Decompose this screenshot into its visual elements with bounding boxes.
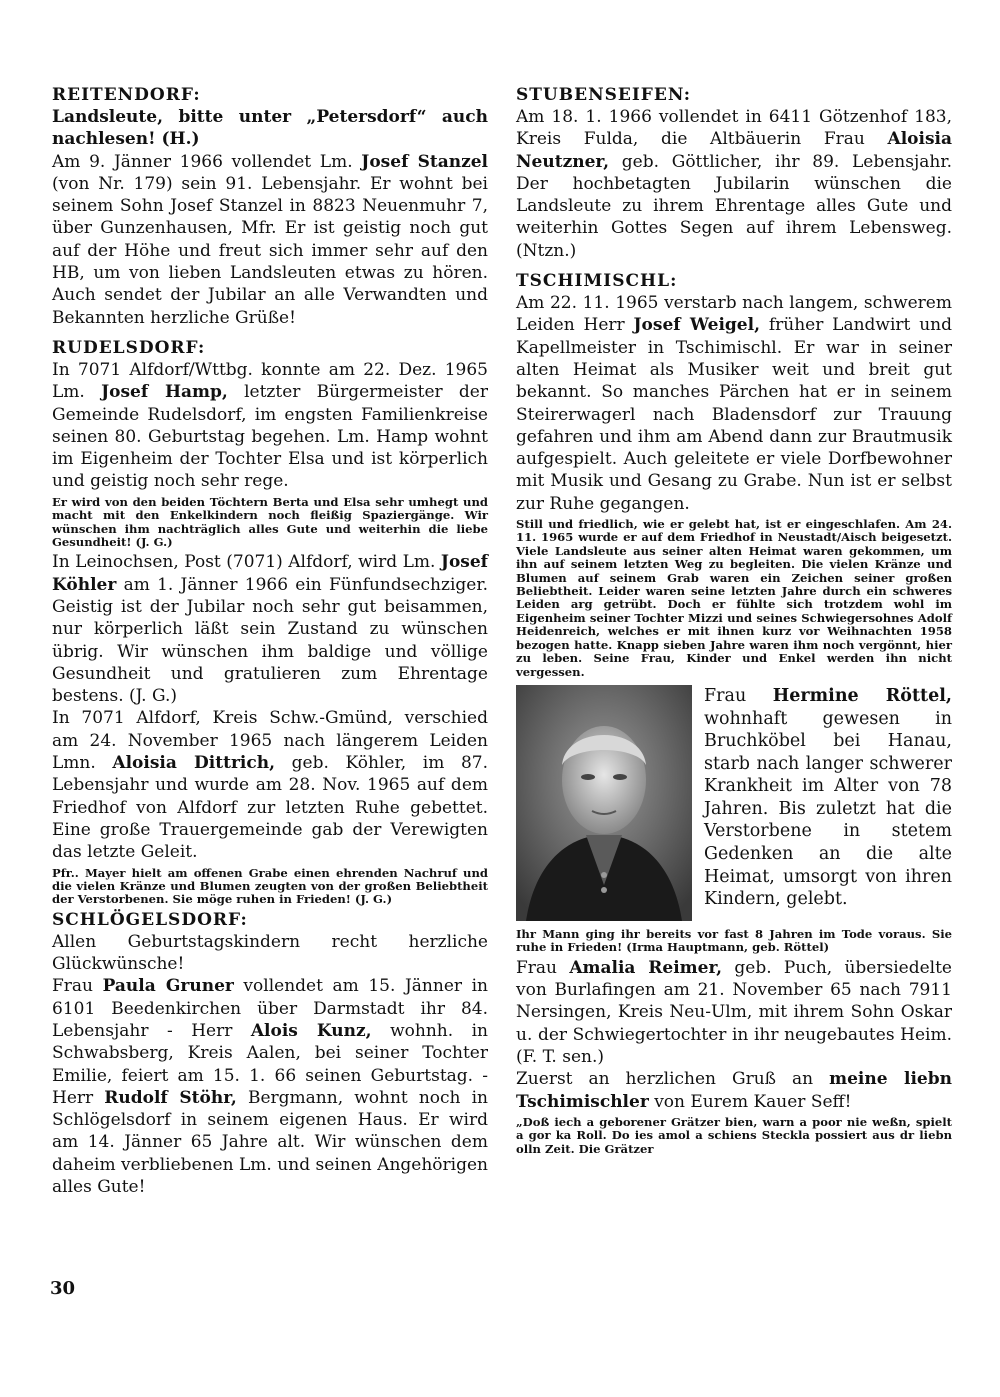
obituary-photo-block xyxy=(516,685,952,925)
roettel-paragraph: Frau Hermine Röttel, wohnhaft gewesen in Bruchköbel bei Hanau, starb nach langer schwerer Krankheit im Alter von 78 Jahren. Bis zuletzt hat die Verstorbene in stetem Gedenken an die alte Heimat, umsorgt von ihren Kindern, gelebt. xyxy=(704,685,953,910)
person-name: Rudolf Stöhr, xyxy=(104,1087,237,1108)
section-heading-schloegelsdorf: SCHLÖGELSDORF: xyxy=(52,909,248,930)
schloegelsdorf-paragraph-2: Frau Paula Gruner vollendet am 15. Jänner in 6101 Beedenkirchen über Darmstadt ihr 84. Lebensjahr - Herr Alois Kunz, wohnh. in Schwabsberg, Kreis Aalen, bei seiner Tochter Emilie, feiert am 15. 1. 66 seinen Geburtstag. - Herr Rudolf Stöhr, Bergmann, wohnt noch in Schlögelsdorf in seinem eigenen Haus. Er wird am 14. Jänner 65 Jahre alt. Wir wünschen dem daheim verbliebenen Lm. und seinen Angehörigen alles Gute! xyxy=(52,976,489,1198)
person-name: Josef Stanzel xyxy=(361,151,489,172)
person-name: Aloisia Neutzner, xyxy=(516,129,952,172)
section-heading-tschimischl: TSCHIMISCHL: xyxy=(516,271,678,292)
person-name: Josef Hamp, xyxy=(101,382,228,403)
rudelsdorf-paragraph-2: In Leinochsen, Post (7071) Alfdorf, wird Lm. Josef Köhler am 1. Jänner 1966 ein Fünfundsechziger. Geistig ist der Jubilar noch sehr gut beisammen, nur körperlich läßt sein Zustand zu wünschen übrig. Wir wünschen ihm baldige und völlige Gesundheit und gratulieren zum Ehrentage bestens. (J. G.) xyxy=(52,552,488,707)
left-column xyxy=(52,84,488,1198)
person-name: Alois Kunz, xyxy=(250,1020,372,1041)
rudelsdorf-paragraph-3: In 7071 Alfdorf, Kreis Schw.-Gmünd, verschied am 24. November 1965 nach längerem Leiden Lmn. Aloisia Dittrich, geb. Köhler, im 87. Lebensjahr und wurde am 28. Nov. 1965 auf dem Friedhof von Alfdorf zur letzten Ruhe gebettet. Eine große Trauergemeinde gab der Verewigten das letzte Geleit. xyxy=(52,708,488,863)
schloegelsdorf-paragraph-1: Allen Geburtstagskindern recht herzliche Glückwünsche! xyxy=(52,931,488,975)
roettel-small-note: Ihr Mann ging ihr bereits vor fast 8 Jahren im Tode voraus. Sie ruhe in Frieden! (Irma Hauptmann, geb. Röttel) xyxy=(516,926,952,955)
reimer-paragraph: Frau Amalia Reimer, geb. Puch, übersiedelte von Burlafingen am 21. November 65 nach 7911 Nersingen, Kreis Neu-Ulm, mit ihrem Sohn Oskar u. der Schwiegertochter in ihr neugebautes Heim. (F. T. sen.) xyxy=(516,957,952,1067)
portrait-photo xyxy=(516,685,692,921)
right-column xyxy=(516,84,952,1158)
reitendorf-paragraph: Am 9. Jänner 1966 vollendet Lm. Josef Stanzel (von Nr. 179) sein 91. Lebensjahr. Er wohnt bei seinem Sohn Josef Stanzel in 8823 Neuenmuhr 7, über Gunzenhausen, Mfr. Er ist geistig noch gut auf der Höhe und freut sich immer sehr auf den HB, um von lieben Landsleuten etwas zu hören. Auch sendet der Jubilar an alle Verwandten und Bekannten herzliche Grüße! xyxy=(52,151,489,328)
roettel-text xyxy=(704,685,952,911)
portrait-image xyxy=(516,685,692,921)
section-heading-rudelsdorf: RUDELSDORF: xyxy=(52,337,206,358)
person-name: Josef Weigel, xyxy=(633,315,760,336)
person-name: Josef Köhler xyxy=(52,552,488,595)
person-name: Amalia Reimer, xyxy=(569,957,723,978)
tschimischl-paragraph: Am 22. 11. 1965 verstarb nach langem, schwerem Leiden Herr Josef Weigel, früher Landwirt und Kapellmeister in Tschimischl. Er war in seiner alten Heimat als Musiker weit und breit gut bekannt. So manches Pärchen hat er in seinem Steirerwagerl nach Bladensdorf zur Trauung gefahren und ihm am Abend dann zur Brautmusik aufgespielt. Auch geleitete er viele Dorfbewohner mit Musik und Gesang zu Grabe. Nun ist er selbst zur Ruhe gegangen. xyxy=(516,293,953,514)
section-heading-stubenseifen: STUBENSEIFEN: xyxy=(516,85,692,105)
stubenseifen-paragraph: Am 18. 1. 1966 vollendet in 6411 Götzenhof 183, Kreis Fulda, die Altbäuerin Frau Aloisia Neutzner, geb. Göttlicher, ihr 89. Lebensjahr. Der hochbetagten Jubilarin wünschen die Landsleute zu ihrem Ehrentage alles Gute und weiterhin Gottes Segen auf ihrem Lebensweg. (Ntzn.) xyxy=(516,107,952,261)
bold-phrase: meine liebn Tschimischler xyxy=(516,1069,952,1112)
reitendorf-note: Landsleute, bitte unter „Petersdorf“ auch nachlesen! (H.) xyxy=(52,107,488,150)
person-name: Aloisia Dittrich, xyxy=(112,753,276,774)
rudelsdorf-small-note-2: Pfr.. Mayer hielt am offenen Grabe einen ehrenden Nachruf und die vielen Kränze und Blumen zeugten von der großen Beliebtheit der Verstorbenen. Sie möge ruhen in Frieden! (J. G.) xyxy=(52,865,488,907)
tschimischl-small-note: Still und friedlich, wie er gelebt hat, ist er eingeschlafen. Am 24. 11. 1965 wurde er auf dem Friedhof in Neustadt/Aisch beigesetzt. Viele Landsleute aus seiner alten Heimat waren gekommen, um ihn auf seinem letzten Weg zu begleiten. Die vielen Kränze und Blumen auf seinem Grab waren ein Zeichen seiner großen Beliebtheit. Leider waren seine letzten Jahre durch ein schweres Leiden arg getrübt. Doch er fühlte sich trotzdem wohl im Eigenheim seiner Tochter Mizzi und seines Schwiegersohnes Adolf Heidenreich, welches er mit ihnen kurz vor Weihnachten 1958 bezogen hatte. Knapp sieben Jahre waren ihm noch vergönnt, hier zu leben. Seine Frau, Kinder und Enkel werden ihn nicht vergessen. xyxy=(516,517,952,679)
person-name: Hermine Röttel, xyxy=(772,685,953,706)
gruss-paragraph: Zuerst an herzlichen Gruß an meine liebn Tschimischler von Eurem Kauer Seff! xyxy=(516,1069,952,1112)
person-name: Paula Gruner xyxy=(102,976,234,997)
page-number: 30 xyxy=(50,1278,76,1299)
rudelsdorf-small-note-1: Er wird von den beiden Töchtern Berta und Elsa sehr umhegt und macht mit den Enkelkindern noch fleißig Spaziergänge. Wir wünschen ihm nachträglich alles Gute und weiterhin die liebe Gesundheit! (J. G.) xyxy=(52,494,488,549)
rudelsdorf-paragraph-1: In 7071 Alfdorf/Wttbg. konnte am 22. Dez. 1965 Lm. Josef Hamp, letzter Bürgermeister der Gemeinde Rudelsdorf, im engsten Familienkreise seinen 80. Geburtstag begehen. Lm. Hamp wohnt im Eigenheim der Tochter Elsa und ist körperlich und geistig noch sehr rege. xyxy=(52,359,488,492)
section-heading-reitendorf: REITENDORF: xyxy=(52,85,201,105)
gruss-small-note: „Doß iech a geborener Grätzer bien, warn a poor nie weßn, spielt a gor ka Roll. Do ies amol a schiens Steckla possiert aus dr liebn olln Zeit. Die Grätzer xyxy=(516,1114,952,1156)
